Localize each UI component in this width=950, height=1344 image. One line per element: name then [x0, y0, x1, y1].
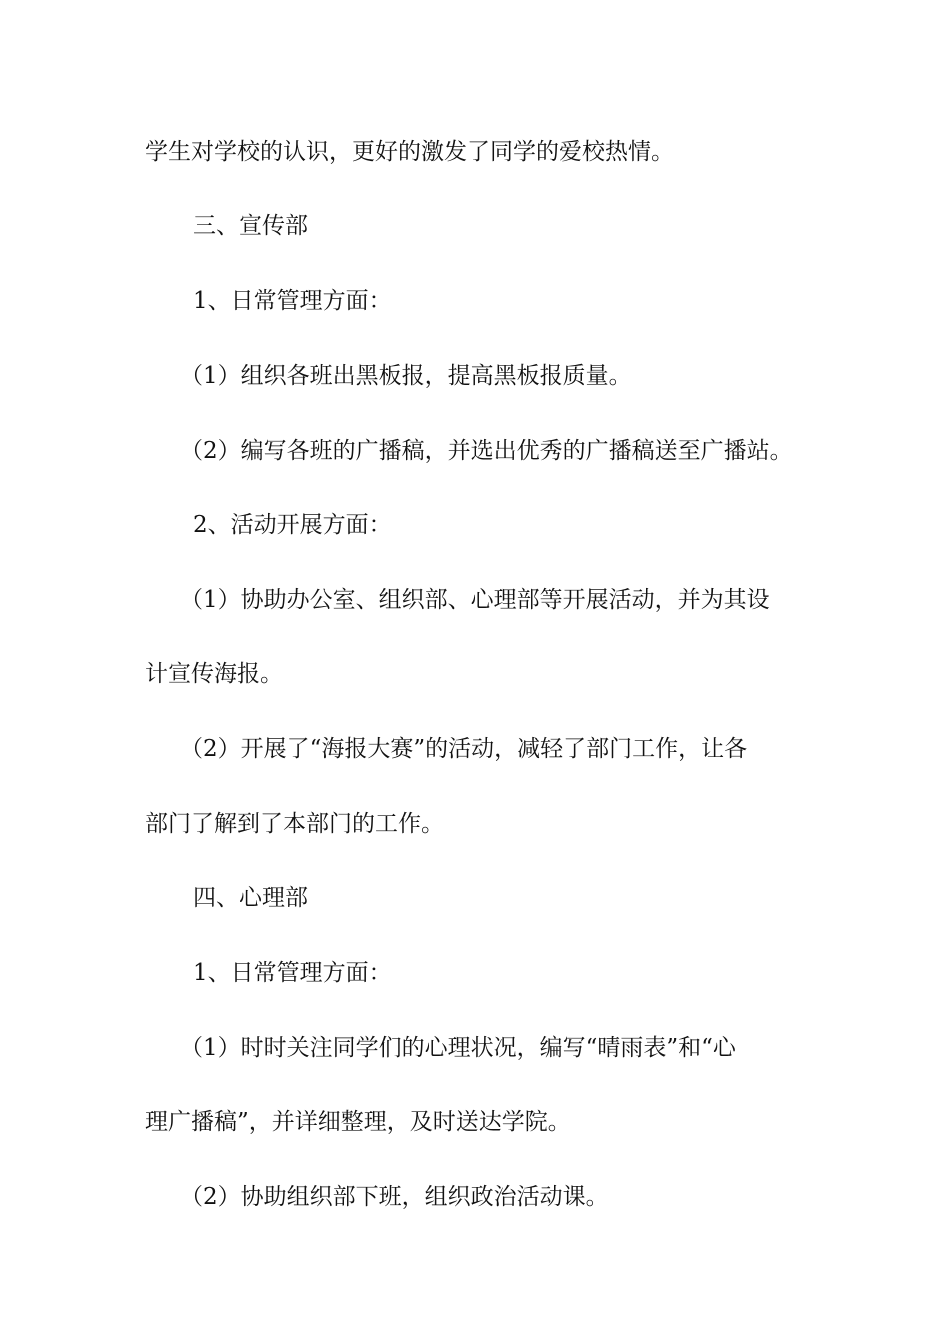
list-item: （1）协助办公室、组织部、心理部等开展活动，并为其设: [180, 587, 770, 613]
paragraph-line: 理广播稿”，并详细整理，及时送达学院。: [145, 1109, 571, 1135]
section-heading-psychology: 四、心理部: [193, 885, 308, 911]
paragraph-line: 部门了解到了本部门的工作。: [145, 811, 444, 837]
paragraph-line: 计宣传海报。: [145, 661, 283, 687]
paragraph-line: 学生对学校的认识，更好的激发了同学的爱校热情。: [145, 139, 674, 165]
list-item: （2）编写各班的广播稿，并选出优秀的广播稿送至广播站。: [180, 438, 793, 464]
list-item: （2）协助组织部下班，组织政治活动课。: [180, 1184, 609, 1210]
subheading-activities: 2、活动开展方面：: [193, 512, 392, 538]
list-item: （2）开展了“海报大赛”的活动，减轻了部门工作，让各: [180, 736, 748, 762]
subheading-daily-management: 1、日常管理方面：: [193, 960, 392, 986]
list-item: （1）组织各班出黑板报，提高黑板报质量。: [180, 363, 632, 389]
list-item: （1）时时关注同学们的心理状况，编写“晴雨表”和“心: [180, 1035, 736, 1061]
section-heading-publicity: 三、宣传部: [193, 213, 308, 239]
subheading-daily-management: 1、日常管理方面：: [193, 288, 392, 314]
